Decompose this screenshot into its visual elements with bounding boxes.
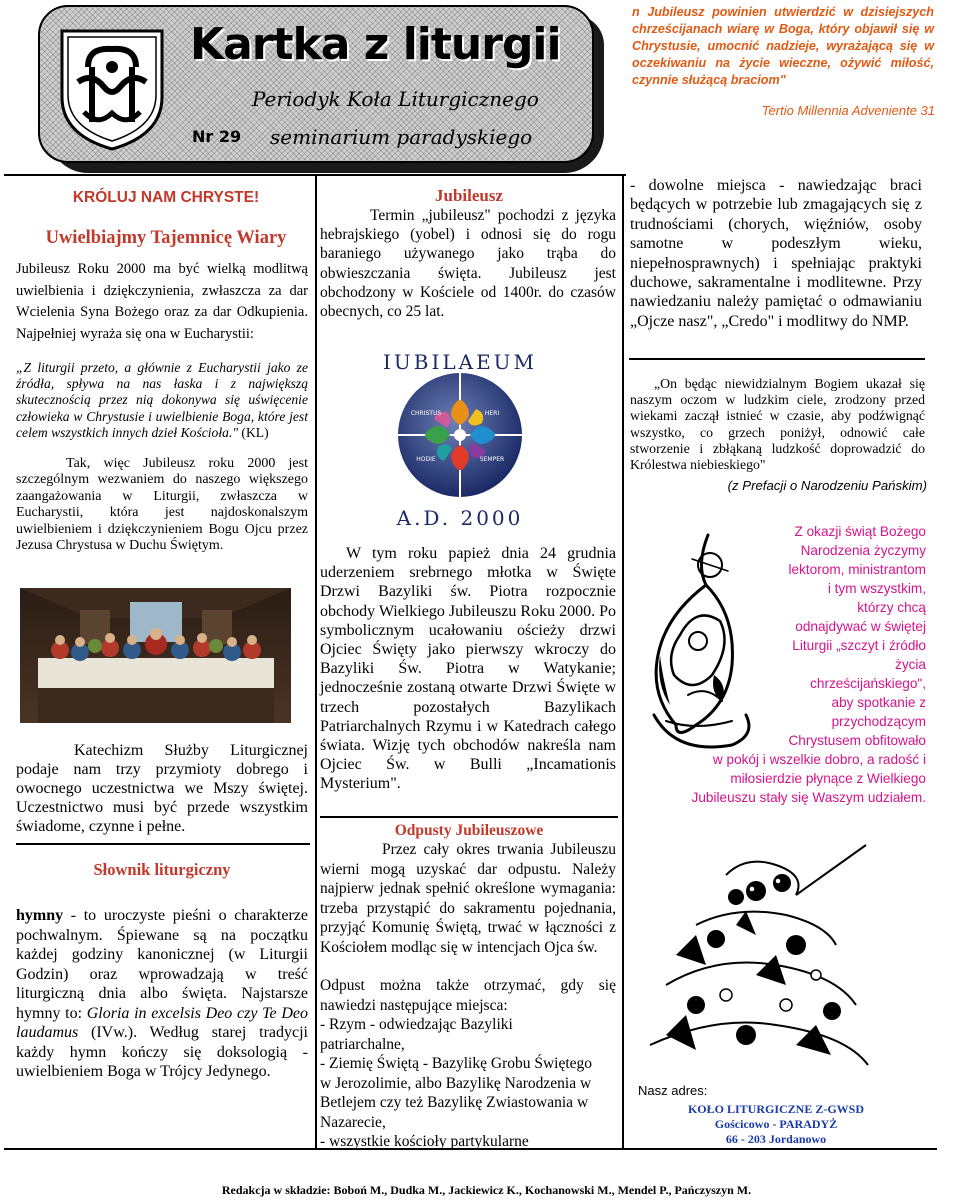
greeting-line: Z okazji świąt Bożego xyxy=(794,524,926,539)
logo-semper: SEMPER xyxy=(479,456,505,463)
column-rule-2 xyxy=(622,176,624,1148)
holy-door-text: W tym roku papież dnia 24 grudnia uderzeniem srebrnego młotka w Święte Drzwi Bazyliki św. Piotra rozpocznie obchody Wielkiego Jubileuszu Roku 2000. Po symbolicznym ucałowaniu ościeży drzwi Ojciec Święty jako pierwszy wkroczy do Bazyliki Św. Piotra w Watykanie; jednocześnie zostaną otwarte Drzwi Święte w trzech pozostałych Bazylikach Patriarchalnych Rzymu i w Katedrach całego świata. Wizję tych obchodów nakreśla nam Ojciec Św. w Bulli „Incamationis Mysterium". xyxy=(320,545,616,793)
section-heading-uwielbiajmy: Uwielbiajmy Tajemnicę Wiary xyxy=(45,228,287,248)
jubilee-quote: n Jubileusz powinien utwierdzić w dzisiejszych chrześcijanach wiarę w Boga, który objawił się w Chrystusie, umocnić nadzieje, wyrażającą się w oczekiwaniu na życie wieczne, ożywić miłość, czynnie służącą braciom" xyxy=(632,5,934,87)
dictionary-hymn-titles: Gloria in excelsis Deo czy Te Deo laudamus xyxy=(16,1004,308,1041)
section-heading-kroluj: KRÓLUJ NAM CHRYSTE! xyxy=(72,189,260,206)
greeting-line: miłosierdzie płynące z Wielkiego xyxy=(730,771,926,786)
newsletter-subtitle: Periodyk Koła Liturgicznego xyxy=(252,87,539,111)
greeting-line: którzy chcą xyxy=(857,600,926,615)
christmas-greeting xyxy=(656,522,926,807)
jubilee-definition: Termin „jubileusz" pochodzi z języka hebrajskiego (yobel) i odnosi się do rogu baraniego używanego jako trąba do obwieszczania święta. Jubileusz jest obchodzony w Kościele od 1400r. do czasów obecnych, co 25 lat. xyxy=(320,207,616,321)
pilgrimage-paragraph: - dowolne miejsca - nawiedzając braci będących w potrzebie lub zmagających się z trudnościami (chorych, więźniów, osoby samotne w podeszłym wieku, niepełnosprawnych) i spełniając praktyki duchowe, sakramentalne i modlitewne. Przy nawiedzaniu należy pamiętać o odmawianiu „Ojcze nasz", „Credo" i modlitwy do NMP. xyxy=(630,177,922,330)
greeting-line: przychodzącym xyxy=(831,714,926,729)
greeting-line: Narodzenia życzymy xyxy=(800,543,926,558)
preface-quote xyxy=(630,376,925,473)
preface-source: (z Prefacji o Narodzeniu Pańskim) xyxy=(727,478,927,493)
jubilee-2000-logo xyxy=(380,345,540,535)
place-churches: - wszystkie kościoły partykularne xyxy=(320,1133,529,1150)
jubilee-quote-source: Tertio Millennia Adveniente 31 xyxy=(761,103,935,118)
intro-paragraph: Jubileusz Roku 2000 ma być wielką modlitwą uwielbienia i dziękczynienia, zwłaszcza za dar Wcielenia Syna Bożego oraz za dar Odkupienia. Najpełniej wyraża się ona w Eucharystii: xyxy=(16,261,308,342)
jubilee-paragraph: Tak, więc Jubileusz roku 2000 jest szczególnym wezwaniem do naszego większego zaangażowania w Liturgii, zwłaszcza w Eucharystii, która jest najdoskonalszym uwielbieniem i dziękczynieniem Bogu Ojcu przez Jezusa Chrystusa w Duchu Świętym. xyxy=(16,456,308,554)
greeting-line: Liturgii „szczyt i źródło xyxy=(792,638,926,653)
logo-hodie: HODIE xyxy=(416,456,436,463)
liturgy-quote xyxy=(16,360,308,441)
liturgy-quote-text: „Z liturgii przeto, a głównie z Eucharystii jako ze źródła, spływa na nas łaska i z największą skutecznością przez nią dokonywa się uświęcenie człowieka w Chrystusie i uwielbienie Boga, które jest celem wszystkich innych dzieł Kościoła." xyxy=(16,360,308,440)
editorial-footer: Redakcja w składzie: Boboń M., Dudka M., Jackiewicz K., Kochanowski M., Mendel P., Pańczyszyn M. xyxy=(221,1183,752,1197)
greeting-line: i tym wszystkim, xyxy=(827,581,926,596)
greeting-line: Jubileuszu stały się Waszym udziałem. xyxy=(691,790,926,805)
indulgence-places-intro: Odpust można także otrzymać, gdy się nawiedzi następujące miejsca: xyxy=(320,977,616,1014)
last-supper-image xyxy=(20,588,291,723)
place-holy-land: - Ziemię Świętą - Bazylikę Grobu Świętego w Jerozolimie, albo Bazylikę Narodzenia w Betlejem czy też Bazylikę Zwiastowania w Nazarecie, xyxy=(320,1055,593,1131)
greeting-line: chrześcijańskiego", xyxy=(810,676,926,691)
logo-iubilaeum: IUBILAEUM xyxy=(382,350,538,374)
dictionary-term: hymny xyxy=(16,907,64,924)
seminary-crest-icon xyxy=(58,27,166,151)
holy-door-paragraph xyxy=(320,544,616,794)
christmas-tree-illustration xyxy=(636,835,874,1075)
greeting-line: w pokój i wszelkie dobro, a radość i xyxy=(712,752,926,767)
dictionary-entry xyxy=(16,906,308,1082)
issue-number: Nr 29 xyxy=(192,127,242,146)
address-block xyxy=(636,1083,916,1147)
section-heading-jubileusz: Jubileusz xyxy=(434,186,504,205)
address-line-1: KOŁO LITURGICZNE Z-GWSD xyxy=(687,1102,865,1116)
liturgy-quote-ref: (KL) xyxy=(238,424,269,440)
masthead xyxy=(38,5,604,173)
greeting-line: Chrystusem obfitowało xyxy=(788,733,926,748)
top-rule xyxy=(4,174,626,176)
indulgence-places-list xyxy=(320,1015,616,1152)
col3-divider xyxy=(629,358,925,360)
katechizm-text: Katechizm Służby Liturgicznej podaje nam trzy przymioty dobrego i owocnego uczestnictwa we Mszy świętej. Uczestnictwo musi być przede wszystkim świadome, czynne i pełne. xyxy=(16,742,308,835)
newsletter-title: Kartka z liturgii xyxy=(190,19,561,70)
logo-christus: CHRISTUS xyxy=(410,410,442,417)
seminary-name: seminarium paradyskiego xyxy=(270,125,533,149)
logo-heri: HERI xyxy=(484,410,500,417)
greeting-line: odnajdywać w świętej xyxy=(795,619,926,634)
dictionary-text-1: - to uroczyste pieśni o charakterze pochwalnym. Śpiewane są na początku każdej godziny kanonicznej (w Liturgii Godzin) oraz wprowadzają w treść liturgiczną dnia albo święta. Najstarsze hymny to: xyxy=(16,907,308,1022)
address-line-3: 66 - 203 Jordanowo xyxy=(725,1132,827,1146)
katechizm-paragraph xyxy=(16,741,308,836)
preface-quote-text: „On będąc niewidzialnym Bogiem ukazał się naszym oczom w ludzkim ciele, zrodzony przed wiekami zaczął istnieć w czasie, aby podźwignąć wszystko, co grzech poniżył, odnowić całe stworzenie i zbłąkaną ludzkość doprowadzić do Królestwa niebieskiego" xyxy=(630,376,925,473)
col2-divider xyxy=(320,816,618,818)
logo-ad-2000: A.D. 2000 xyxy=(396,506,524,530)
masthead-box xyxy=(38,5,594,163)
greeting-line: życia xyxy=(895,657,926,672)
section-heading-odpusty: Odpusty Jubileuszowe xyxy=(394,822,544,839)
indulgence-paragraph xyxy=(320,840,616,957)
place-rome: - Rzym - odwiedzając Bazyliki patriarchalne, xyxy=(320,1016,513,1053)
indulgence-text: Przez cały okres trwania Jubileuszu wierni mogą uzyskać dar odpustu. Należy najpierw jednak spełnić określone wymagania: trzeba przystąpić do sakramentu pojednania, przyjąć Komunię Świętą, trwać w łączności z Kościołem modląc się w intencjach Ojca św. xyxy=(320,841,616,956)
column-rule-1 xyxy=(315,176,317,1148)
col1-divider xyxy=(16,843,310,845)
section-heading-slownik: Słownik liturgiczny xyxy=(93,860,231,879)
greeting-line: lektorom, ministrantom xyxy=(788,562,926,577)
greeting-line: aby spotkanie z xyxy=(831,695,926,710)
address-label: Nasz adres: xyxy=(638,1083,708,1098)
address-line-2: Gościcowo - PARADYŻ xyxy=(714,1117,838,1131)
dictionary-text-2: (IVw.). Według starej tradycji każdy hymn kończy się doksologią - uwielbieniem Boga w Trójcy Jedynego. xyxy=(16,1024,308,1080)
